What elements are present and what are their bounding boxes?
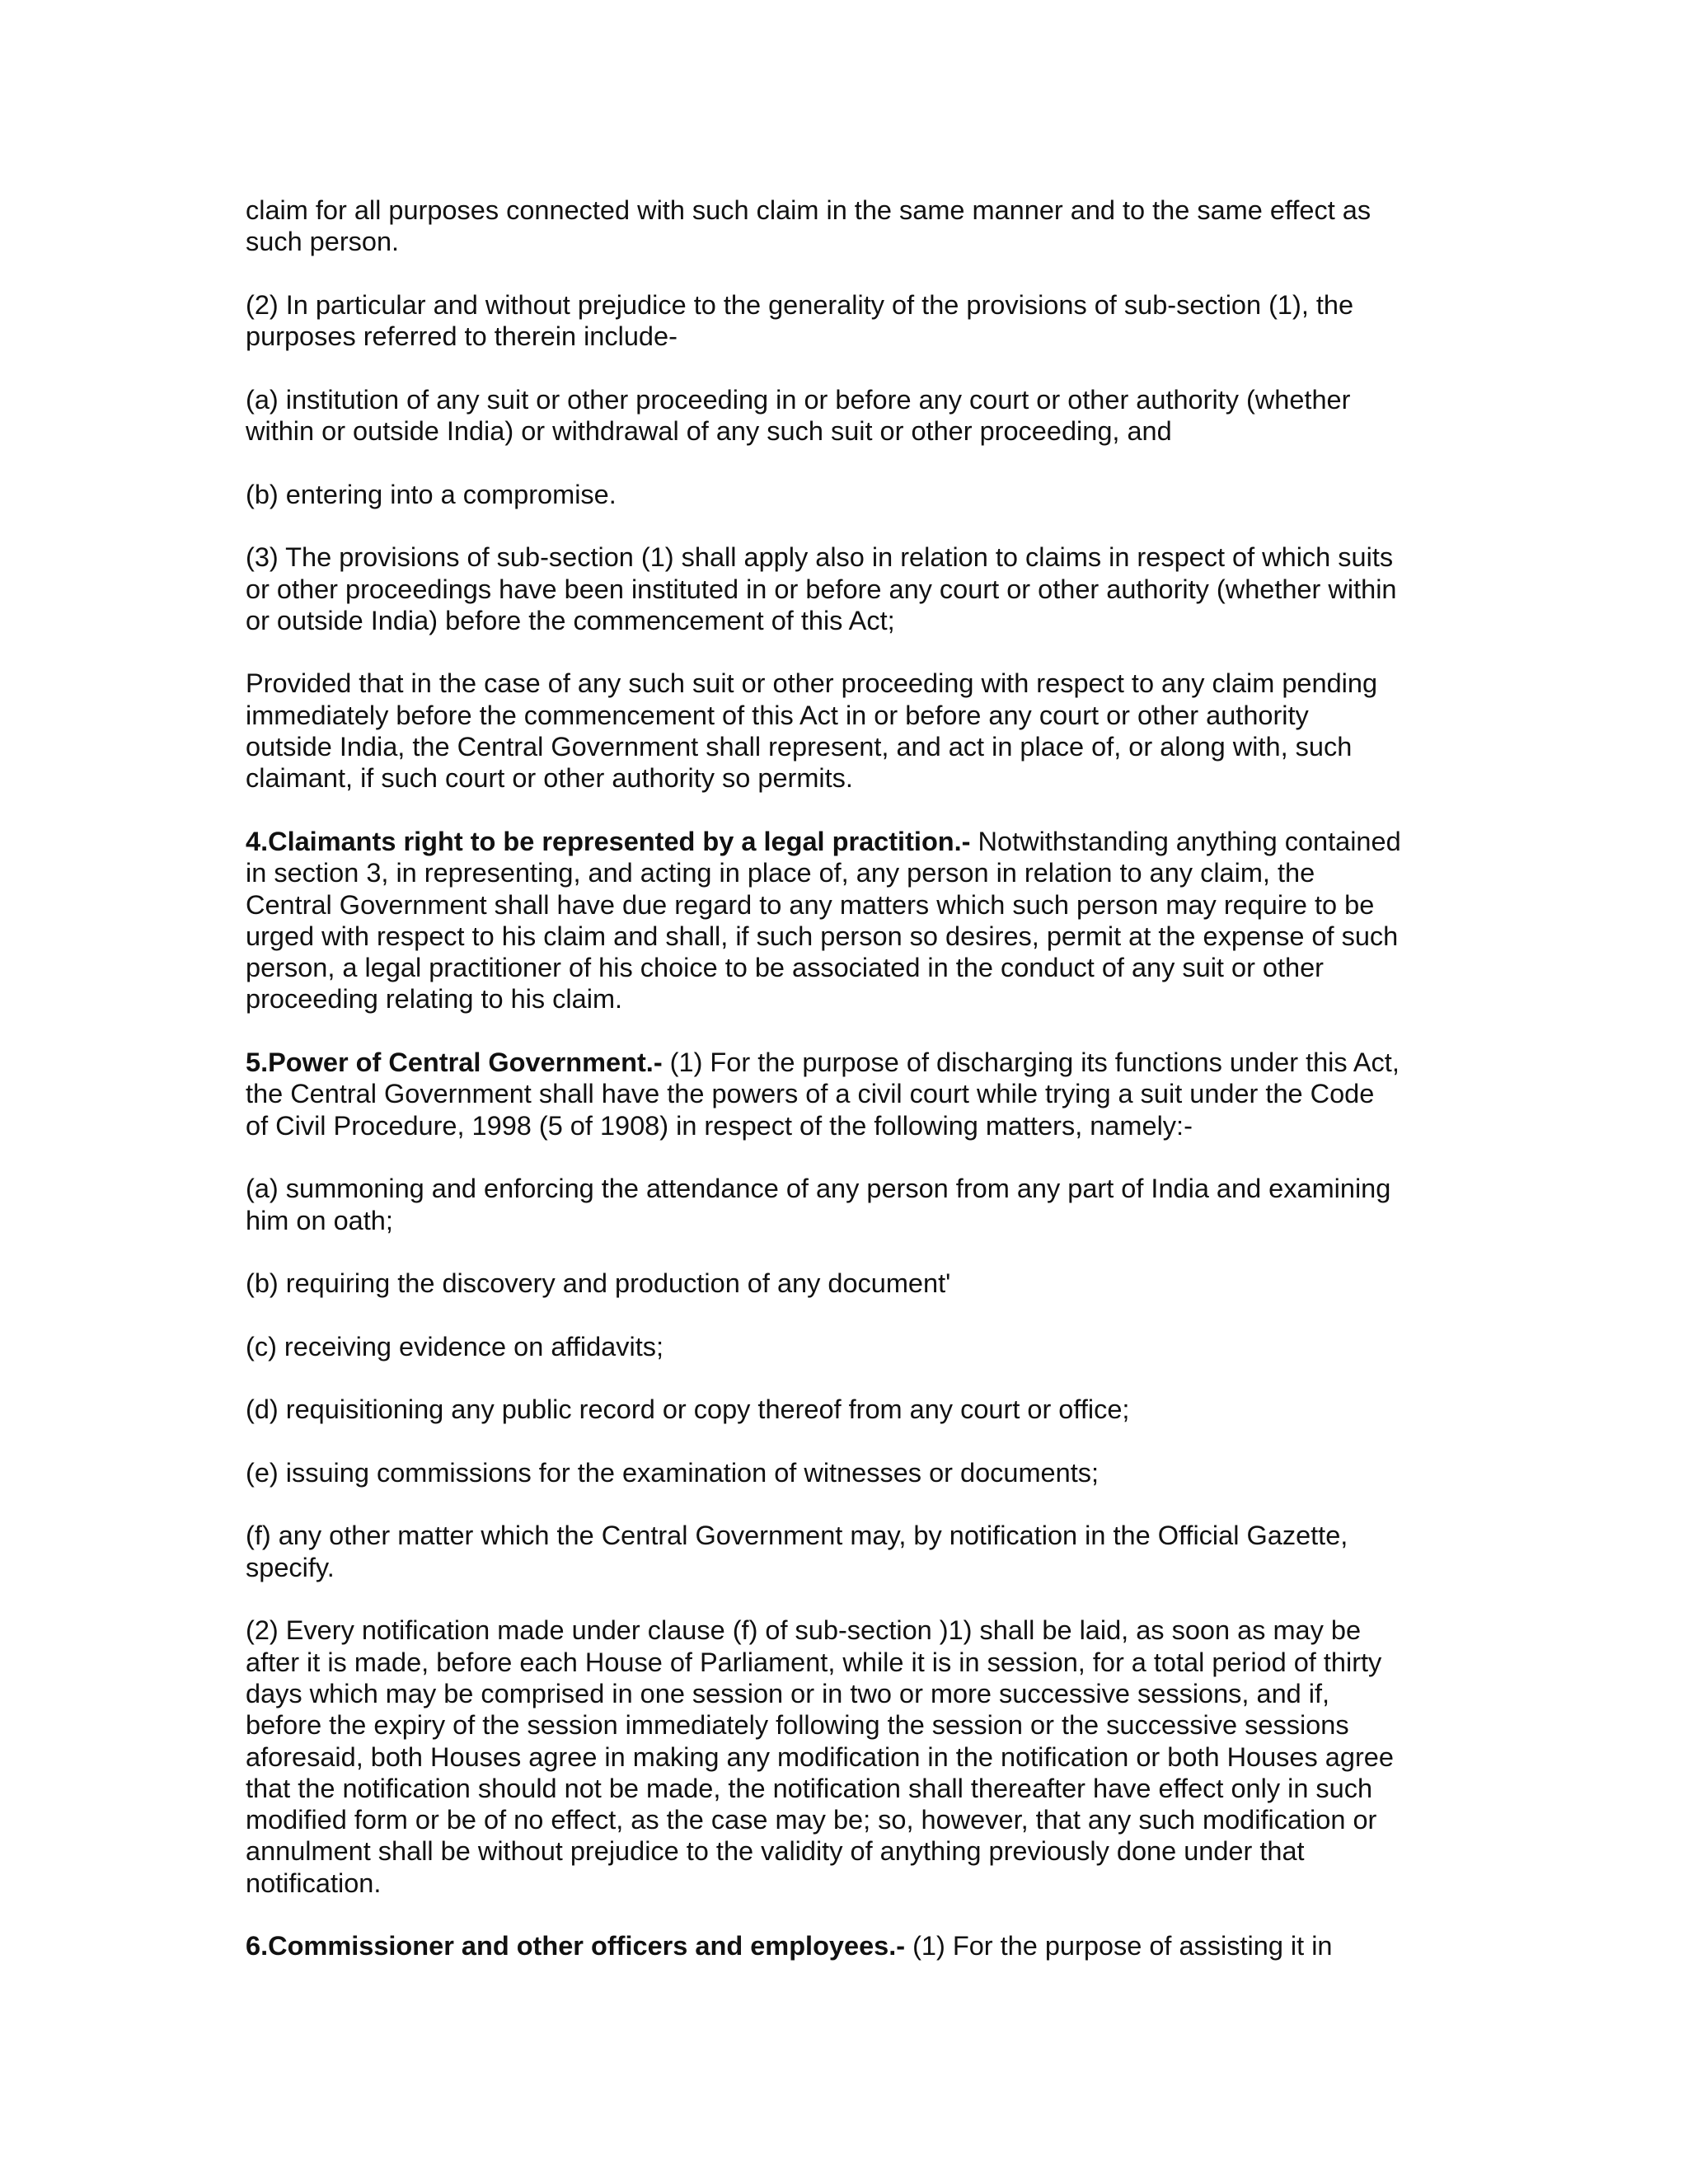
- paragraph-text: (c) receiving evidence on affidavits;: [246, 1331, 664, 1361]
- document-body: [246, 194, 1432, 1994]
- paragraph-text: Provided that in the case of any such suit or other proceeding with respect to any claim pending immediately before the commencement of this Act in or before any court or other authority outside India, the Central Government shall represent, and act in place of, or along with, such claimant, if such court or other authority so permits.: [246, 668, 1378, 794]
- paragraph-clause-5a: [246, 1173, 1432, 1236]
- section-5-paragraph: [246, 1047, 1432, 1141]
- paragraph-clause-5c: [246, 1331, 1432, 1362]
- paragraph-claim-continuation: [246, 194, 1432, 258]
- paragraph-text: (1) For the purpose of discharging its functions under this Act, the Central Government shall have the powers of a civil court while trying a suit under the Code of Civil Procedure, 1998 (5 of 1908) in respect of the following matters, namely:-: [246, 1047, 1400, 1141]
- section-6-heading: 6.Commissioner and other officers and employees.-: [246, 1931, 906, 1961]
- section-6-paragraph: [246, 1930, 1432, 1961]
- paragraph-clause-5e: [246, 1457, 1432, 1488]
- section-4-heading: 4.Claimants right to be represented by a legal practition.-: [246, 826, 971, 856]
- section-4-paragraph: [246, 826, 1432, 1015]
- paragraph-clause-5d: [246, 1394, 1432, 1425]
- paragraph-text: (3) The provisions of sub-section (1) shall apply also in relation to claims in respect of which suits or other proceedings have been instituted in or before any court or other authority (whether within or outside India) before the commencement of this Act;: [246, 542, 1397, 635]
- paragraph-text: (b) entering into a compromise.: [246, 479, 617, 509]
- paragraph-text: (2) Every notification made under clause (f) of sub-section )1) shall be laid, as soon as may be after it is made, before each House of Parliament, while it is in session, for a total period of thirty days which may be comprised in one session or in two or more successive sessions, and if, before the expiry of the session immediately following the session or the successive sessions aforesaid, both Houses agree in making any modification in the notification or both Houses agree that the notification should not be made, the notification shall thereafter have effect only in such modified form or be of no effect, as the case may be; so, however, that any such modification or annulment shall be without prejudice to the validity of anything previously done under that notification.: [246, 1615, 1394, 1898]
- paragraph-text: (2) In particular and without prejudice to the generality of the provisions of sub-section (1), the purposes referred to therein include-: [246, 289, 1354, 352]
- paragraph-clause-5f: [246, 1520, 1432, 1583]
- paragraph-text: (f) any other matter which the Central Government may, by notification in the Official Gazette, specify.: [246, 1521, 1348, 1582]
- paragraph-text: claim for all purposes connected with such claim in the same manner and to the same effect as such person.: [246, 195, 1372, 257]
- section-5-heading: 5.Power of Central Government.-: [246, 1047, 663, 1078]
- paragraph-proviso: [246, 668, 1432, 794]
- paragraph-text: (d) requisitioning any public record or copy thereof from any court or office;: [246, 1394, 1130, 1425]
- paragraph-text: (b) requiring the discovery and production of any document': [246, 1268, 951, 1299]
- paragraph-text: (1) For the purpose of assisting it in: [905, 1931, 1333, 1961]
- paragraph-text: Notwithstanding anything contained in section 3, in representing, and acting in place of, any person in relation to any claim, the Central Government shall have due regard to any matters which such person may require to be urged with respect to his claim and shall, if such person so desires, permit at the expense of such person, a legal practitioner of his choice to be associated in the conduct of any suit or other proceeding relating to his claim.: [246, 826, 1401, 1015]
- paragraph-text: (e) issuing commissions for the examination of witnesses or documents;: [246, 1457, 1100, 1488]
- paragraph-text: (a) institution of any suit or other proceeding in or before any court or other authority (whether within or outside India) or withdrawal of any such suit or other proceeding, and: [246, 384, 1351, 447]
- paragraph-clause-b: [246, 479, 1432, 510]
- paragraph-section-5-subsection-2: [246, 1615, 1432, 1899]
- paragraph-clause-a: [246, 384, 1432, 448]
- paragraph-text: (a) summoning and enforcing the attendance of any person from any part of India and examining him on oath;: [246, 1174, 1391, 1235]
- paragraph-clause-5b: [246, 1268, 1432, 1299]
- paragraph-subsection-3: [246, 541, 1432, 636]
- paragraph-subsection-2: [246, 289, 1432, 353]
